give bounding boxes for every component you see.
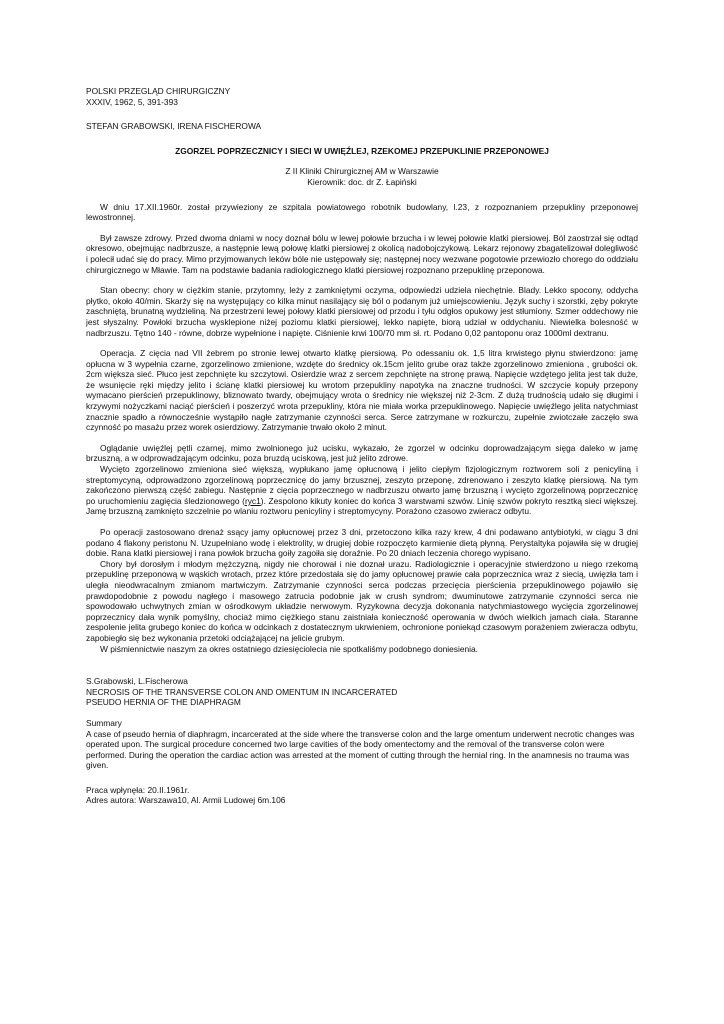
clinic-head: Kierownik: doc. dr Z. Łapiński [307,176,417,187]
clinic-name: Z II Kliniki Chirurgicznej AM w Warszawie [285,166,439,177]
article-title: ZGORZEL POPRZECZNICY I SIECI W UWIĘŹLEJ, RZEKOMEJ PRZEPUKLINIE PRZEPONOWEJ [175,145,549,156]
figure-link[interactable]: ryc1 [244,495,261,506]
paragraph-operation: Operacja. Z cięcia nad VII żebrem po stronie lewej otwarto klatkę piersiową. Po odessaniu ok. 1,5 litra krwistego płynu stwierdzono: jamę opłucna w 3 wypełnia czarne, zgorzelinowo zmienione, wzdęte do średnicy ok.15cm jelito grube oraz także zgorzelinowo zmieniona , grubości ok. 2cm większa sieć. Płuco jest zepchnięte ku szczytowi. Osierdzie wraz z sercem zepchnięte na stronę prawą. Napięcie wzdętego jelita jest tak duże, że wsunięcie ręki między jelito i ścianę klatki piersiowej ku wrotom przepukliny napotyka na znaczne trudności. W szczycie kopuły przepony wymacano pierścień przepuklinowy, bliznowato twardy, obejmujący wrota o średnicy nie większej niż 2-3cm. Z dużą trudnością udało się długimi i krzywymi nożyczkami naciąć pierścień i poszerzyć wrota przepukliny, która nie miała worka przepuklinowego. Napięcie uwięźlego jelita natychmiast znacznie spadło a równocześnie wystąpiło nagłe zatrzymanie czynności serca. Serce zatrzymane w rozkurczu, zupełnie zwiotczałe zaczęło swa czynność po masażu przez worek osierdziowy. Zatrzymanie trwało około 2 minut. [86,348,638,433]
journal-name: POLSKI PRZEGLĄD CHIRURGICZNY [86,86,231,96]
paragraph-status: Stan obecny: chory w ciężkim stanie, przytomny, leży z zamkniętymi oczyma, odpowiedzi udziela niechętnie. Blady. Lekko spocony, oddycha płytko, około 40/min. Skarży się na występujący co kilka minut nasilający się ból o podanym już umiejscowieniu. Język suchy i szorstki, zęby pokryte zaschniętą, brunatną wydzieliną. Na przestrzeni lewej połowy klatki piersiowej od przodu i tyłu odgłos opukowy jest stłumiony. Szmer oddechowy nie jest słyszalny. Powłoki brzucha wysklepione niżej poziomu klatki piersiowej, lekko napięte, biorą udział w oddychaniu. Niewielka bolesność w nadbrzuszu. Tętno 140 - równe, dobrze wypełnione i napięte. Ciśnienie krwi 100/70 mm sł. rt. Podano 0,02 pantoponu oraz 1000ml dextranu. [86,285,638,338]
article-authors: STEFAN GRABOWSKI, IRENA FISCHEROWA [86,121,262,132]
journal-volume: XXXIV, 1962, 5, 391-393 [86,96,178,107]
clinic-info [86,166,638,187]
author-address: Adres autora: Warszawa10, Al. Armii Ludowej 6m.106 [86,795,286,806]
paragraph-resection [86,464,638,517]
paragraph-inspection: Oglądanie uwięźlej pętli czarnej, mimo zwolnionego już ucisku, wykazało, że zgorzel w odcinku doprowadzającym sięga daleko w jamę brzuszną, a w odprowadzającym odcinku, poza bruzdą uciskową, jest już jelito zdrowe. [86,442,638,464]
english-title-line2: PSEUDO HERNIA OF THE DIAPHRAGM [86,697,241,708]
paragraph-intro: W dniu 17.XII.1960r. został przywieziony ze szpitala powiatowego robotnik budowlany, l.23, z rozpoznaniem przepukliny przeponowej lewostronnej. [86,201,638,223]
resection-text-b: ). Zespolono kikuty koniec do końca 3 warstwami szwów. Linię szwów pokryto resztką sieci większej. Jamę brzuszną zamknięto szczelnie po wlaniu roztworu penicyliny i streptomycyny. Porażono czasowo zwieracz odbytu. [86,495,639,517]
received-date: Praca wpłynęła: 20.II.1961r. [86,784,190,795]
journal-header [86,86,638,107]
english-title-line1: NECROSIS OF THE TRANSVERSE COLON AND OMENTUM IN INCARCERATED [86,686,398,697]
summary-text: A case of pseudo hernia of diaphragm, incarcerated at the side where the transverse colon and the large omentum underwent necrotic changes was operated upon. The surgical procedure concerned two large cavities of the body omentectomy and the removal of the transverse colon were performed. During the operation the cardiac action was arrested at the moment of cutting through the hernial ring. In the anamnesis no trauma was given. [86,728,635,771]
article-page [86,86,638,806]
english-abstract [86,676,638,771]
summary-heading: Summary [86,717,122,728]
paragraph-history: Był zawsze zdrowy. Przed dwoma dniami w nocy doznał bólu w lewej połowie brzucha i w lewej połowie klatki piersiowej. Ból zaostrzał się odtąd okresowo, obejmując nadbrzusze, a następnie lewą połowę klatki piersiowej z okolicą nadobojczykową. Lekarz rejonowy zbagatelizował dolegliwość i polecił udać się do pracy. Mimo przyjmowanych leków bóle nie ustępowały się; następnej nocy wezwane pogotowie przewiozło chorego do oddziału chirurgicznego w Mławie. Tam na podstawie badania radiologicznego klatki piersiowej rozpoznano przepuklinę przeponowa. [86,232,638,275]
resection-text-a: Wycięto zgorzelinowo zmieniona sieć większą, wypłukano jamę opłucnową i jelito ciepłym fizjologicznym roztworem soli z penicyliną i streptomycyną, odprowadzono zgorzelinową poprzecznicę do jamy brzusznej, zeszyto przeponę, zdrenowano i zeszyto klatkę piersiową. Na tym zakończono pierwszą część zabiegu. Następnie z cięcia poprzecznego w nadbrzuszu otwarto jamę brzuszną i wycięto zgorzelinową poprzecznicę po uruchomieniu zagięcia śledzionowego ( [86,464,638,506]
paragraph-literature: W piśmiennictwie naszym za okres ostatniego dziesięciolecia nie spotkaliśmy podobnego doniesienia. [100,643,479,654]
paragraph-postoperative: Po operacji zastosowano drenaż ssący jamy opłucnowej przez 3 dni, przetoczono kilka razy krew, 4 dni podawano antybiotyki, w ciągu 3 dni podano 4 flakony peristonu N. Uzupełniano wodę i elektrolity, w drugiej dobie rozpoczęto karmienie dietą płynną. Perystaltyka pojawiła się w drugiej dobie. Rana klatki piersiowej i rana powłok brzucha goiły zagoiła się doraźnie. Po 20 dniach leczenia chorego wypisano. [86,527,638,559]
paragraph-discussion: Chory był dorosłym i młodym mężczyzną, nigdy nie chorował i nie doznał urazu. Radiologicznie i operacyjnie stwierdzono u niego rzekomą przepuklinę przeponową w wąskich wrotach, przez które przedostała się do jamy opłucnowej prawie cała poprzecznica wraz z siecią, uwięzła tam i uległa nieodwracalnym zmianom martwiczym. Zatrzymanie czynności serca podczas przecięcia pierścienia przepuklinowego pojawiło się prawdopodobnie z powodu nagłego i masowego zatrucia podobnie jak w crush syndrom; dwuminutowe zatrzymanie czynności serca nie spowodowało uchwytnych zmian w ośrodkowym układzie nerwowym. Ryzykowna decyzja dokonania natychmiastowego wycięcia zgorzelinowej poprzecznicy dała wynik pomyślny, chociaż mimo ciężkiego stanu zaistniała konieczność operowania w dwóch wielkich jamach ciała. Staranne zespolenie jelita grubego koniec do końca w odcinkach z dostatecznym ukrwieniem, ochronione poniekąd czasowym porażeniem zwieracza odbytu, zapobiegło się bez wykonania przetoki odciążającej na jelicie grubym. [86,558,638,643]
english-authors: S.Grabowski, L.Fischerowa [86,676,188,687]
